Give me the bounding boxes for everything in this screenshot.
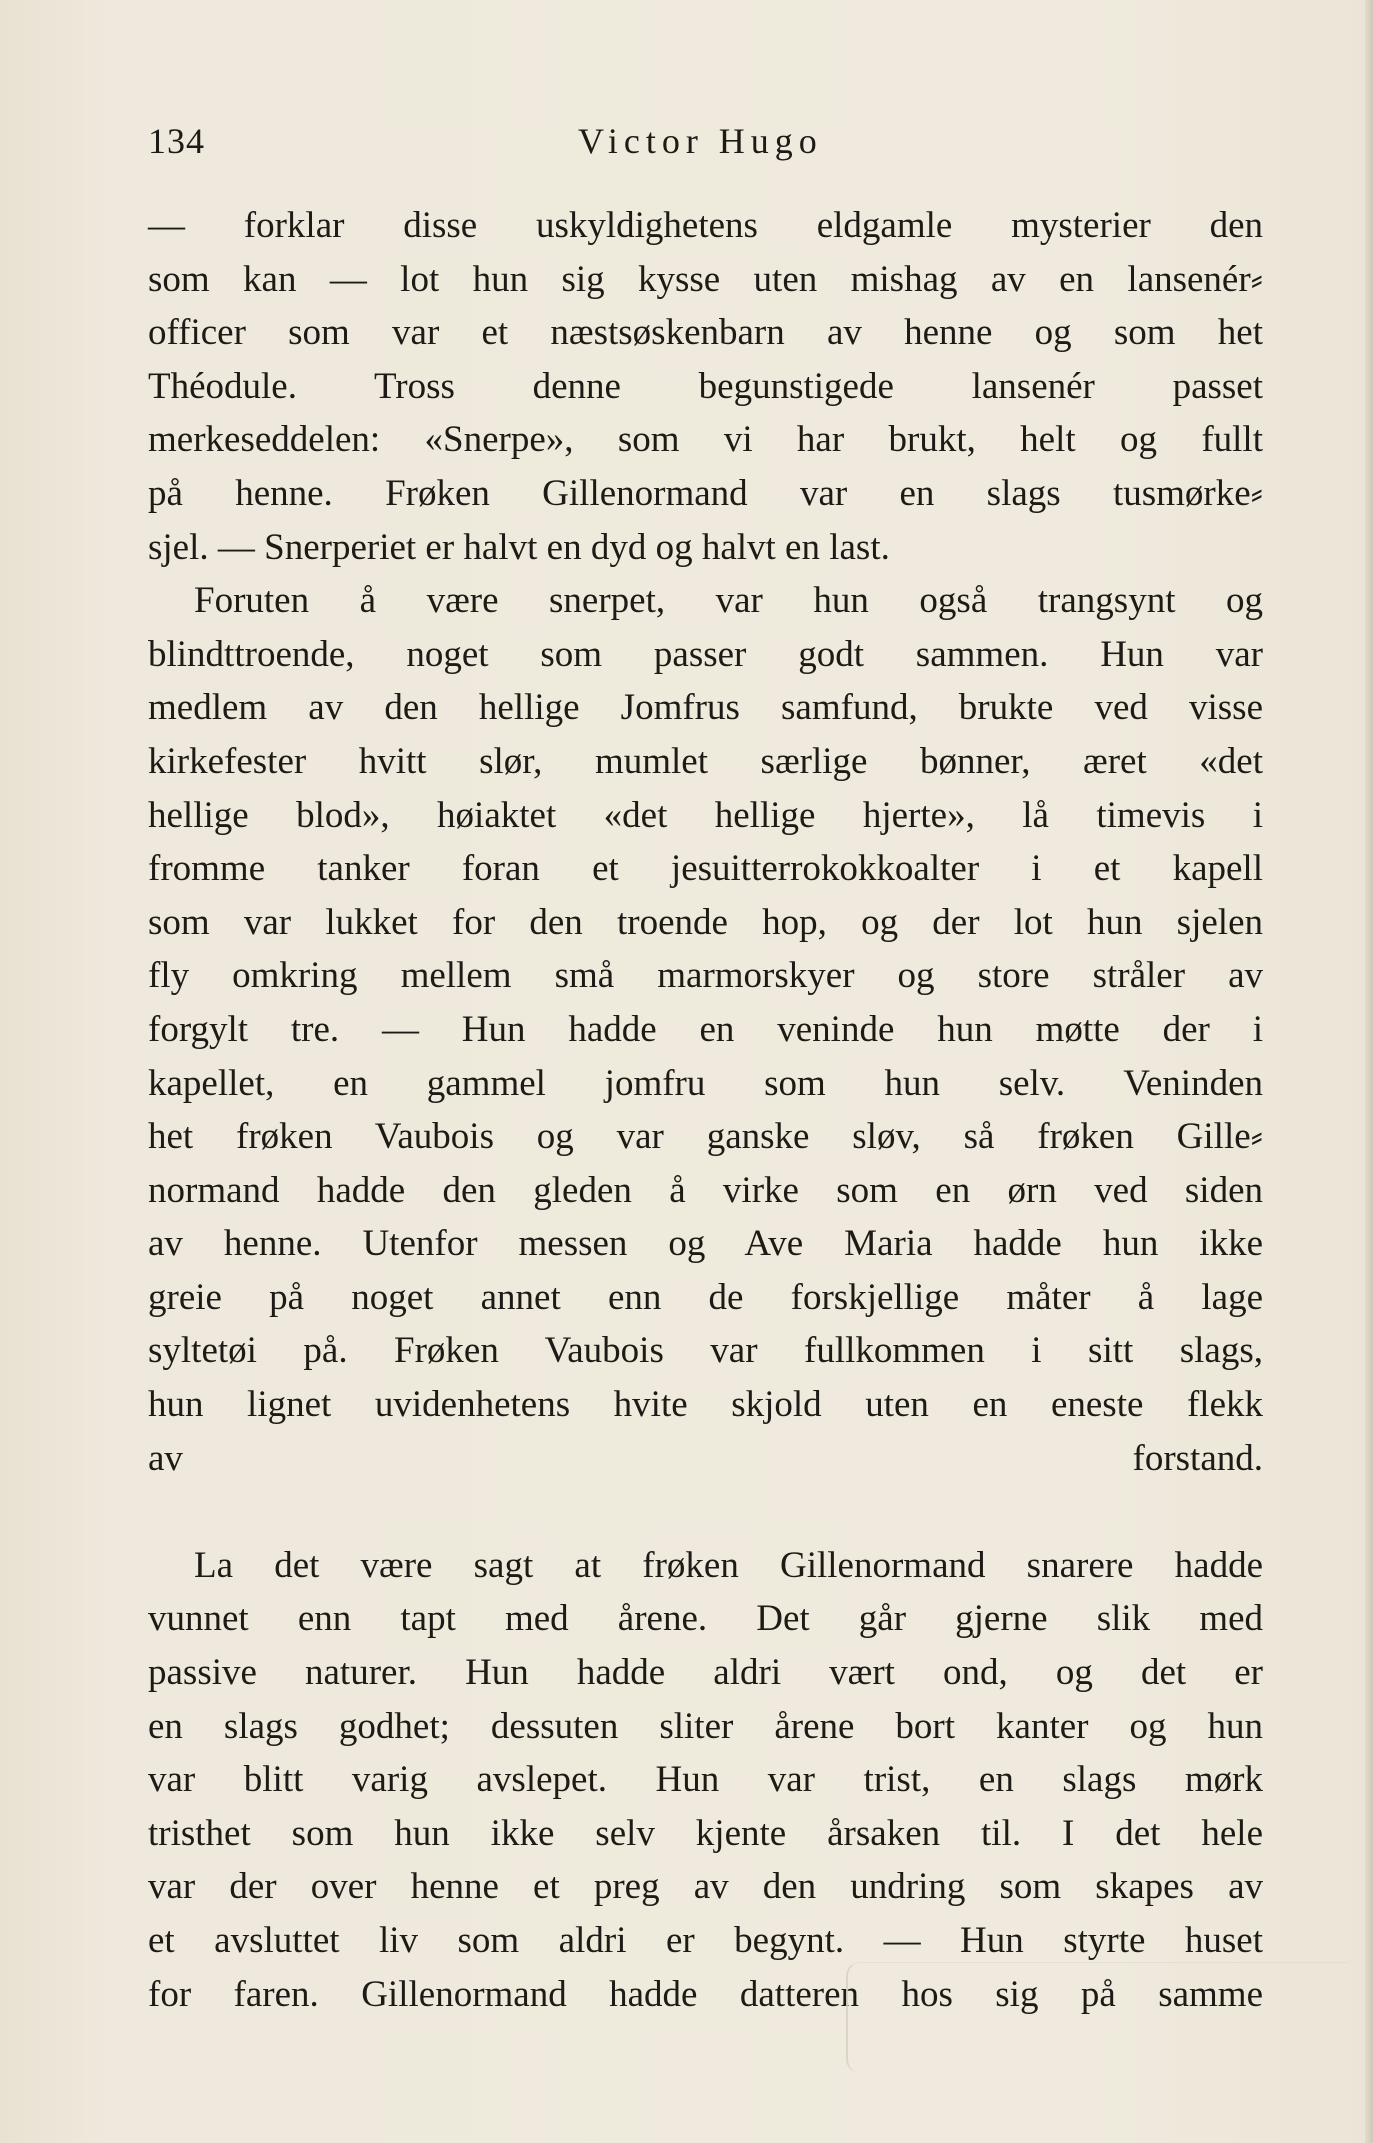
text-line: vunnet enn tapt med årene. Det går gjerne slik med [148, 1598, 1263, 1640]
text-line: av henne. Utenfor messen og Ave Maria hadde hun ikke [148, 1223, 1263, 1265]
library-stamp-outline [846, 1962, 1348, 2073]
text-line [148, 1485, 1263, 1539]
text-line: het frøken Vaubois og var ganske sløv, så frøken Gille⸗ [148, 1116, 1263, 1158]
text-line: av forstand. [148, 1437, 1263, 1479]
text-line: et avsluttet liv som aldri er begynt. — Hun styrte huset [148, 1920, 1263, 1961]
text-line: merkeseddelen: «Snerpe», som vi har brukt, helt og fullt [148, 419, 1263, 461]
text-line: La det være sagt at frøken Gillenormand snarere hadde [194, 1544, 1263, 1586]
page-header [148, 120, 1238, 170]
text-line: tristhet som hun ikke selv kjente årsaken til. I det hele [148, 1812, 1263, 1854]
text-line: var der over henne et preg av den undring som skapes av [148, 1866, 1263, 1908]
text-line: Foruten å være snerpet, var hun også trangsynt og [194, 580, 1263, 622]
text-line: forgylt tre. — Hun hadde en veninde hun møtte der i [148, 1008, 1263, 1050]
text-line: syltetøi på. Frøken Vaubois var fullkommen i sitt slags, [148, 1330, 1263, 1372]
text-line: hun lignet uvidenhetens hvite skjold uten en eneste flekk [148, 1384, 1263, 1426]
text-line: en slags godhet; dessuten sliter årene bort kanter og hun [148, 1705, 1263, 1747]
text-line: som var lukket for den troende hop, og der lot hun sjelen [148, 901, 1263, 943]
body-text [148, 199, 1263, 2021]
text-line: normand hadde den gleden å virke som en ørn ved siden [148, 1169, 1263, 1211]
text-line: — forklar disse uskyldighetens eldgamle mysterier den [148, 205, 1263, 246]
text-line: kirkefester hvitt slør, mumlet særlige bønner, æret «det [148, 740, 1263, 782]
text-line: sjel. — Snerperiet er halvt en dyd og halvt en last. [148, 526, 890, 568]
text-line: fromme tanker foran et jesuitterrokokkoalter i et kapell [148, 848, 1263, 890]
text-line: greie på noget annet enn de forskjellige måter å lage [148, 1276, 1263, 1318]
page-number: 134 [148, 121, 205, 161]
text-line: medlem av den hellige Jomfrus samfund, brukte ved visse [148, 687, 1263, 729]
text-line: på henne. Frøken Gillenormand var en slags tusmørke⸗ [148, 472, 1263, 514]
running-head: Victor Hugo [578, 121, 823, 161]
text-line: fly omkring mellem små marmorskyer og store stråler av [148, 955, 1263, 997]
text-line: var blitt varig avslepet. Hun var trist, en slags mørk [148, 1759, 1263, 1801]
text-line: officer som var et næstsøskenbarn av henne og som het [148, 312, 1263, 354]
text-line: Théodule. Tross denne begunstigede lansenér passet [148, 365, 1263, 407]
page-edge [1365, 0, 1373, 2143]
text-line: blindttroende, noget som passer godt sammen. Hun var [148, 633, 1263, 675]
text-line: for faren. Gillenormand hadde datteren hos sig på samme [148, 1973, 1263, 2015]
text-line: kapellet, en gammel jomfru som hun selv. Veninden [148, 1062, 1263, 1104]
text-line: hellige blod», høiaktet «det hellige hjerte», lå timevis i [148, 794, 1263, 836]
text-line: som kan — lot hun sig kysse uten mishag av en lansenér⸗ [148, 258, 1263, 300]
text-line: passive naturer. Hun hadde aldri vært ond, og det er [148, 1652, 1263, 1694]
